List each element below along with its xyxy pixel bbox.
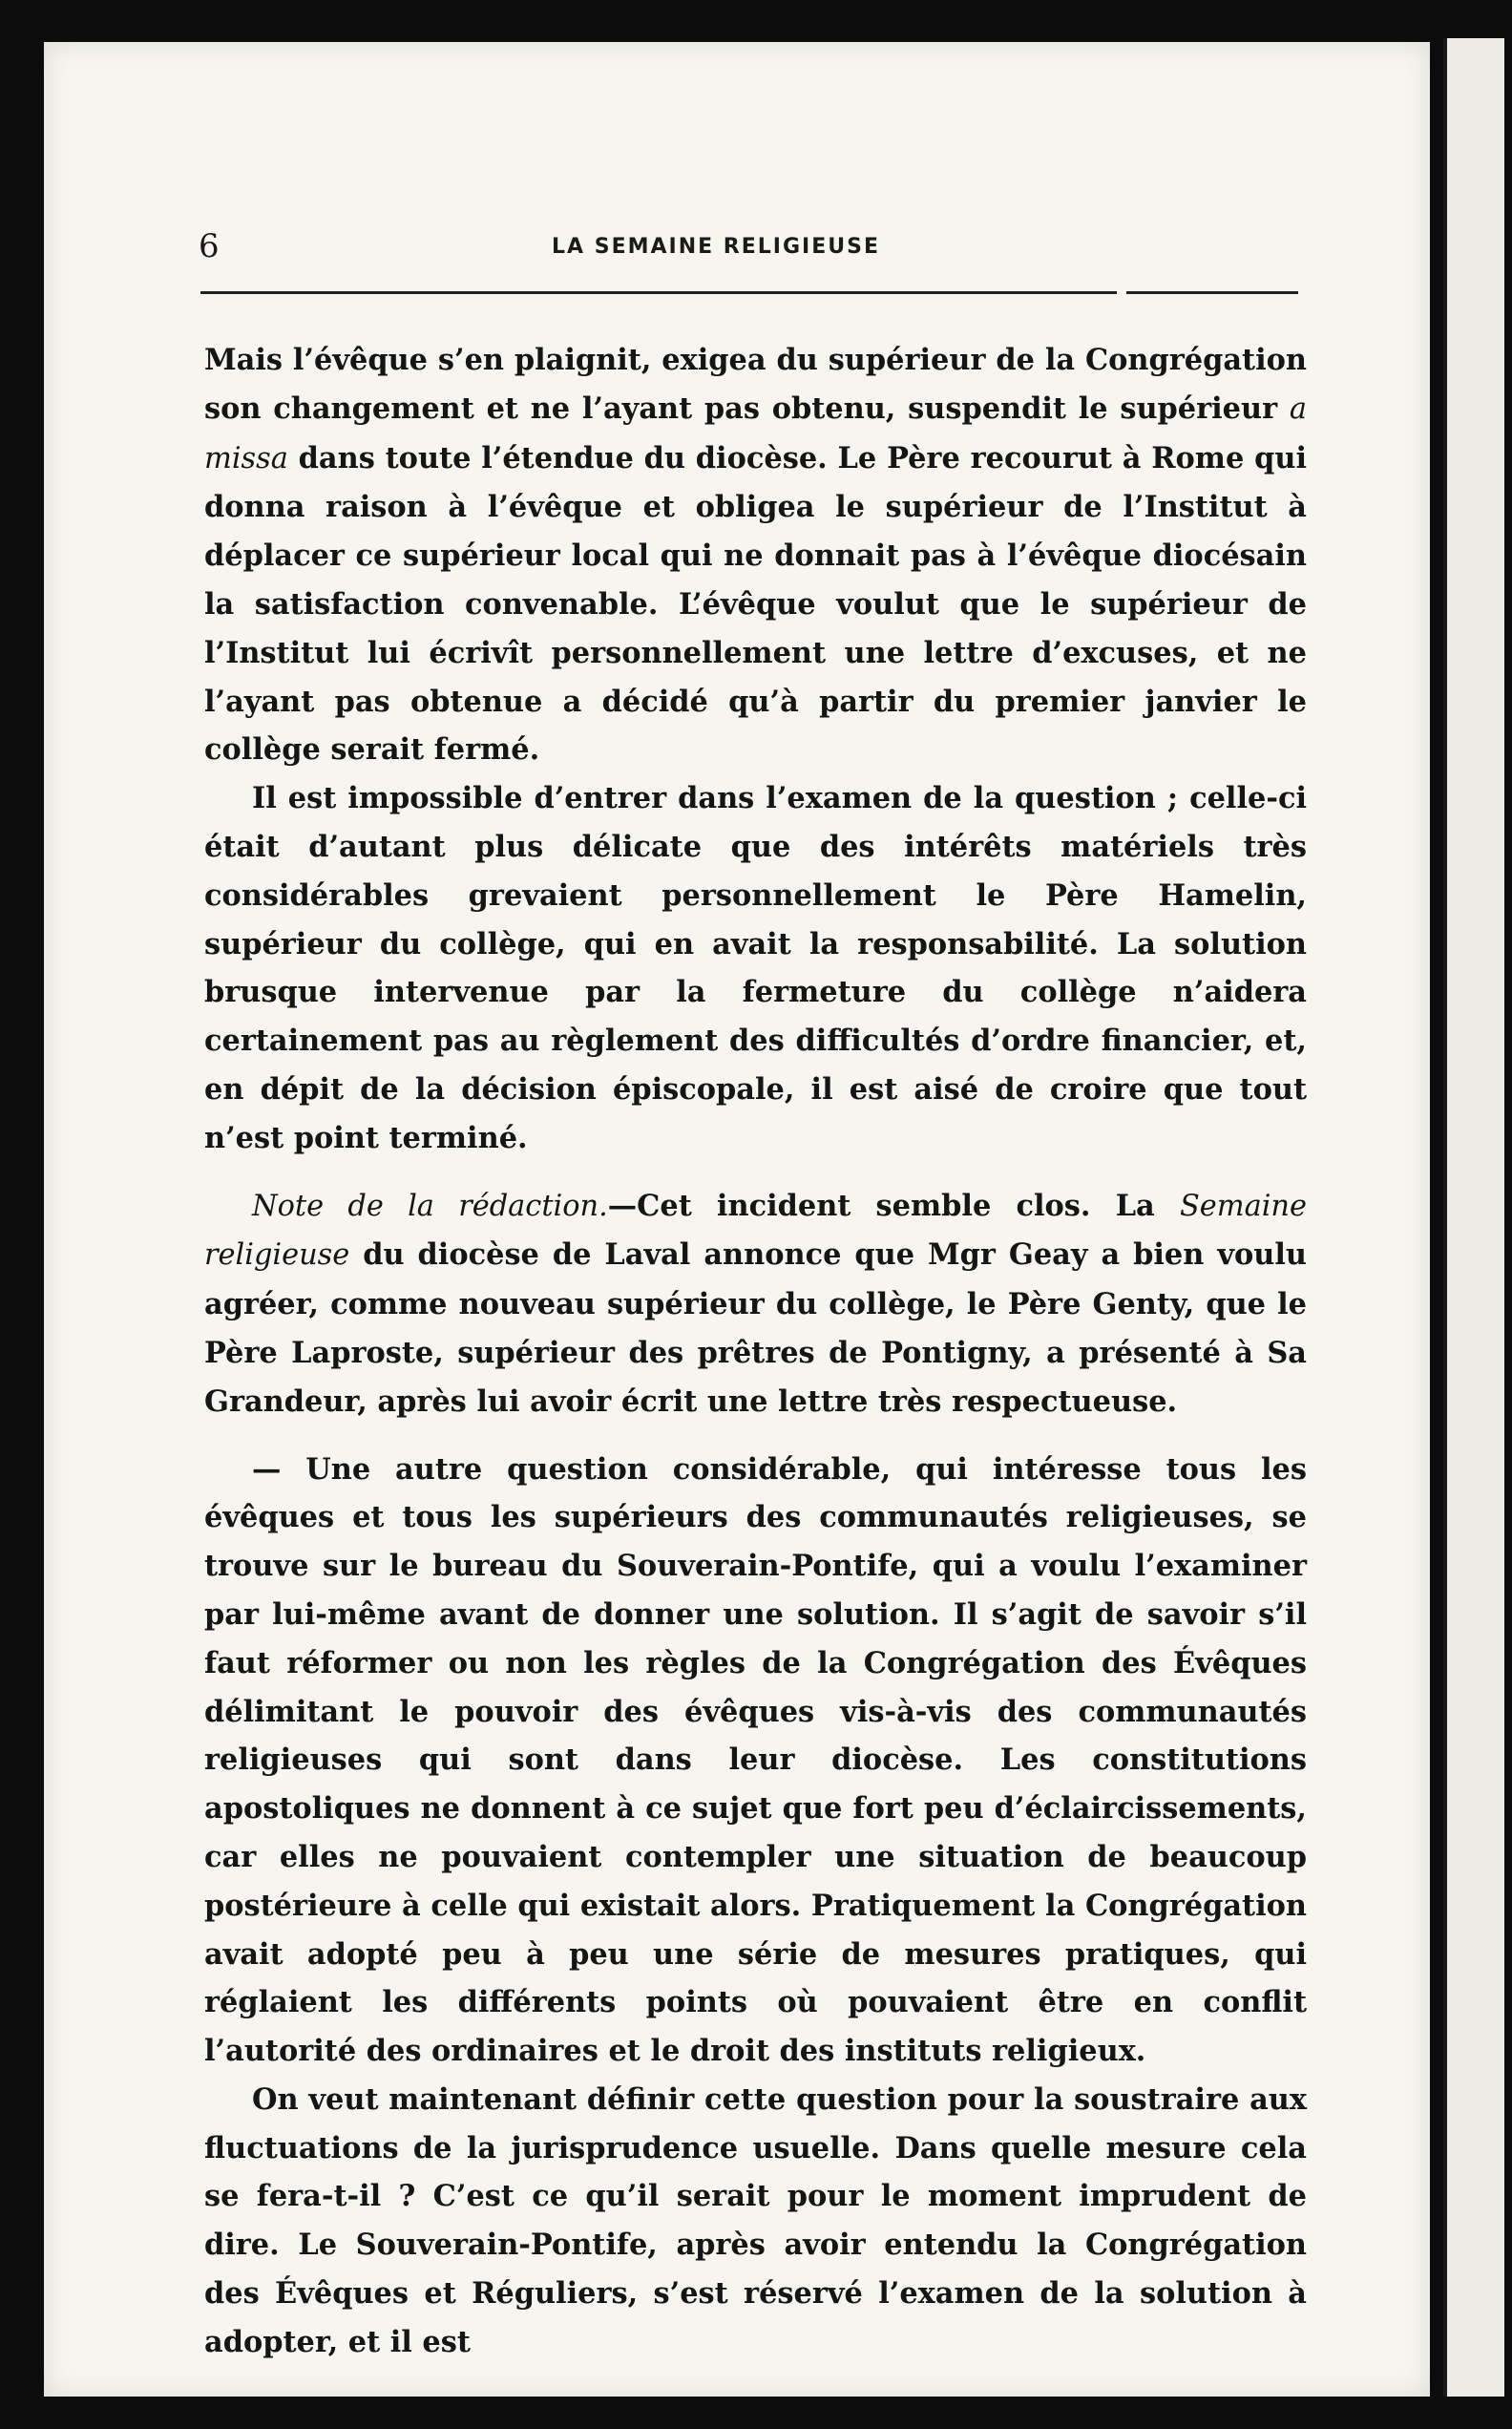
page-number: 6	[199, 227, 220, 265]
paragraph-1-italic: a missa	[204, 391, 1307, 475]
paragraph-3-text-b: du diocèse de Laval annonce que Mgr Geay a bien voulu agréer, comme nouveau supérieur du collège, le Père Genty, que le Père Laproste, supérieur des prêtres de Pontigny, a présenté à Sa Grandeur, après lui avoir écrit une lettre très respectueuse.	[204, 1237, 1307, 1419]
header-rule-end	[1126, 291, 1298, 294]
paragraph-2: Il est impossible d’entrer dans l’examen de la question ; celle-ci était d’autant plus délicate que des intérêts matériels très considérables grevaient personnellement le Père Hamelin, supérieur du collège, qui en avait la responsabilité. La solution brusque intervenue par la fermeture du collège n’aidera certainement pas au règlement des difficultés d’ordre financier, et, en dépit de la décision épiscopale, il est aisé de croire que tout n’est point terminé.	[204, 781, 1307, 1155]
paragraph-4: — Une autre question considérable, qui intéresse tous les évêques et tous les supérieurs des communautés religieuses, se trouve sur le bureau du Souverain-Pontife, qui a voulu l’examiner par lui-même avant de donner une solution. Il s’agit de savoir s’il faut réformer ou non les règles de la Congrégation des Évêques délimitant le pouvoir des évêques vis-à-vis des communautés religieuses qui sont dans leur diocèse. Les constitutions apostoliques ne donnent à ce sujet que fort peu d’éclaircissements, car elles ne pouvaient contempler une situation de beaucoup postérieure à celle qui existait alors. Pratiquement la Congrégation avait adopté peu à peu une série de mesures pratiques, qui réglaient les différents points où pouvaient être en conflit l’autorité des ordinaires et le droit des instituts religieux.	[204, 1451, 1307, 2069]
article-body	[204, 336, 1307, 2367]
paragraph-1-text-a: Mais l’évêque s’en plaignit, exigea du supérieur de la Congrégation son changement et ne l’ayant pas obtenu, suspendit le supérieur	[204, 343, 1307, 426]
paragraph-3-editor-note	[204, 1182, 1307, 1426]
header-rule	[200, 291, 1117, 294]
paragraph-3-text-a: —Cet incident semble clos. La	[607, 1188, 1180, 1223]
running-title: LA SEMAINE RELIGIEUSE	[552, 235, 880, 259]
paragraph-1	[204, 336, 1307, 774]
editor-note-label: Note de la rédaction.	[252, 1189, 608, 1223]
paragraph-5: On veut maintenant définir cette question pour la soustraire aux fluctuations de la jurisprudence usuelle. Dans quelle mesure cela se fera-t-il ? C’est ce qu’il serait pour le moment imprudent de dire. Le Souverain-Pontife, après avoir entendu la Congrégation des Évêques et Réguliers, s’est réservé l’examen de la solution à adopter, et il est	[204, 2081, 1307, 2359]
publication-title: Semaine religieuse	[204, 1189, 1307, 1273]
paragraph-1-text-b: dans toute l’étendue du diocèse. Le Père recourut à Rome qui donna raison à l’évêque et obligea le supérieur de l’Institut à déplacer ce supérieur local qui ne donnait pas à l’évêque diocésain la satisfaction convenable. L’évêque voulut que le supérieur de l’Institut lui écrivît personnellement une lettre d’excuses, et ne l’ayant pas obtenue a décidé qu’à partir du premier janvier le collège serait fermé.	[204, 440, 1307, 768]
next-page-edge	[1443, 38, 1504, 2397]
page-header	[162, 227, 1308, 265]
